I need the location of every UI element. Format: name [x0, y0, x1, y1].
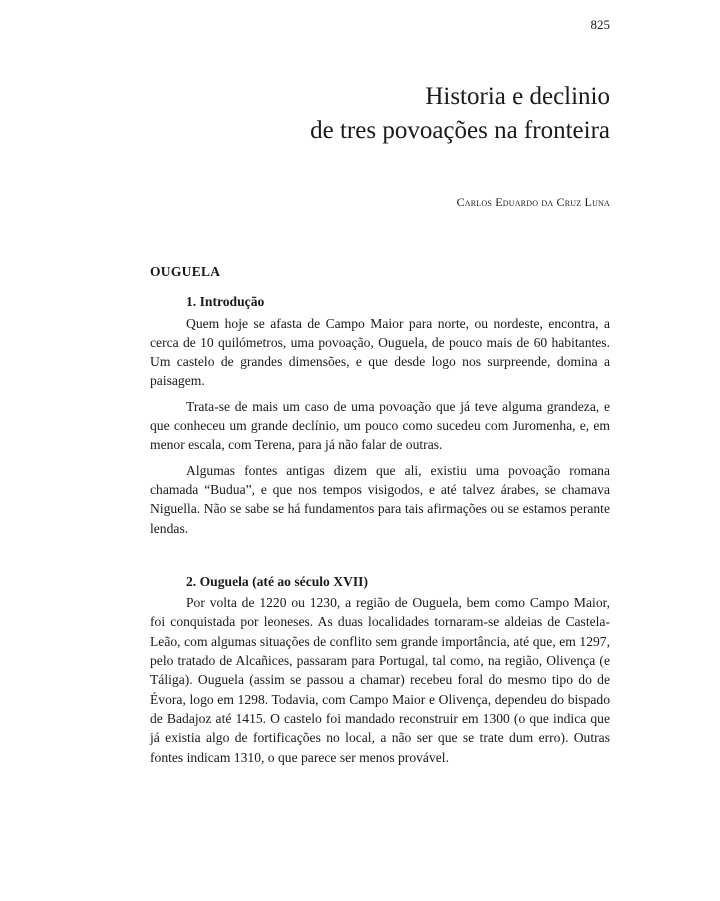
subsection-heading-introduction: 1. Introdução	[186, 294, 265, 310]
subsection-heading-history: 2. Ouguela (até ao século XVII)	[186, 573, 368, 589]
paragraph: Algumas fontes antigas dizem que ali, existiu uma povoação romana chamada “Budua”, e que nos tempos visigodos, e até talvez árabes, se chamava Niguella. Não se sabe se há fundamentos para tais afirmações ou se estamos perante lendas.	[150, 462, 610, 536]
paragraph: Por volta de 1220 ou 1230, a região de Ouguela, bem como Campo Maior, foi conquistada por leoneses. As duas localidades tornaram-se aldeias de Castela-Leão, com algumas situações de conflito sem grande importância, até que, em 1297, pelo tratado de Alcañices, passaram para Portugal, tal como, na região, Olivença (e Táliga). Ouguela (assim se passou a chamar) recebeu foral do mesmo tipo do de Évora, logo em 1298. Todavia, com Campo Maior e Olivença, dependeu do bispado de Badajoz até 1415. O castelo foi mandado reconstruir em 1300 (o que indica que já existia algo de fortificações no local, a não ser que se trate dum erro). Outras fontes indicam 1310, o que parece ser menos provável.	[150, 595, 610, 765]
article-title-line-2: de tres povoações na fronteira	[310, 117, 610, 144]
page-number: 825	[590, 17, 610, 32]
paragraph: Trata-se de mais um caso de uma povoação que já teve alguma grandeza, e que conheceu um grande declínio, um pouco como sucedeu com Juromenha, e, em menor escala, com Terena, para já não falar de outras.	[150, 398, 610, 453]
section-heading: OUGUELA	[150, 264, 221, 279]
article-title	[310, 80, 610, 148]
article-title-line-1: Historia e declinio	[425, 83, 610, 110]
article-body	[150, 262, 610, 773]
author-name: Carlos Eduardo da Cruz Luna	[456, 195, 610, 209]
paragraph: Quem hoje se afasta de Campo Maior para norte, ou nordeste, encontra, a cerca de 10 quilómetros, uma povoação, Ouguela, de pouco mais de 60 habitantes. Um castelo de grandes dimensões, e que desde logo nos surpreende, domina a paisagem.	[150, 315, 610, 389]
